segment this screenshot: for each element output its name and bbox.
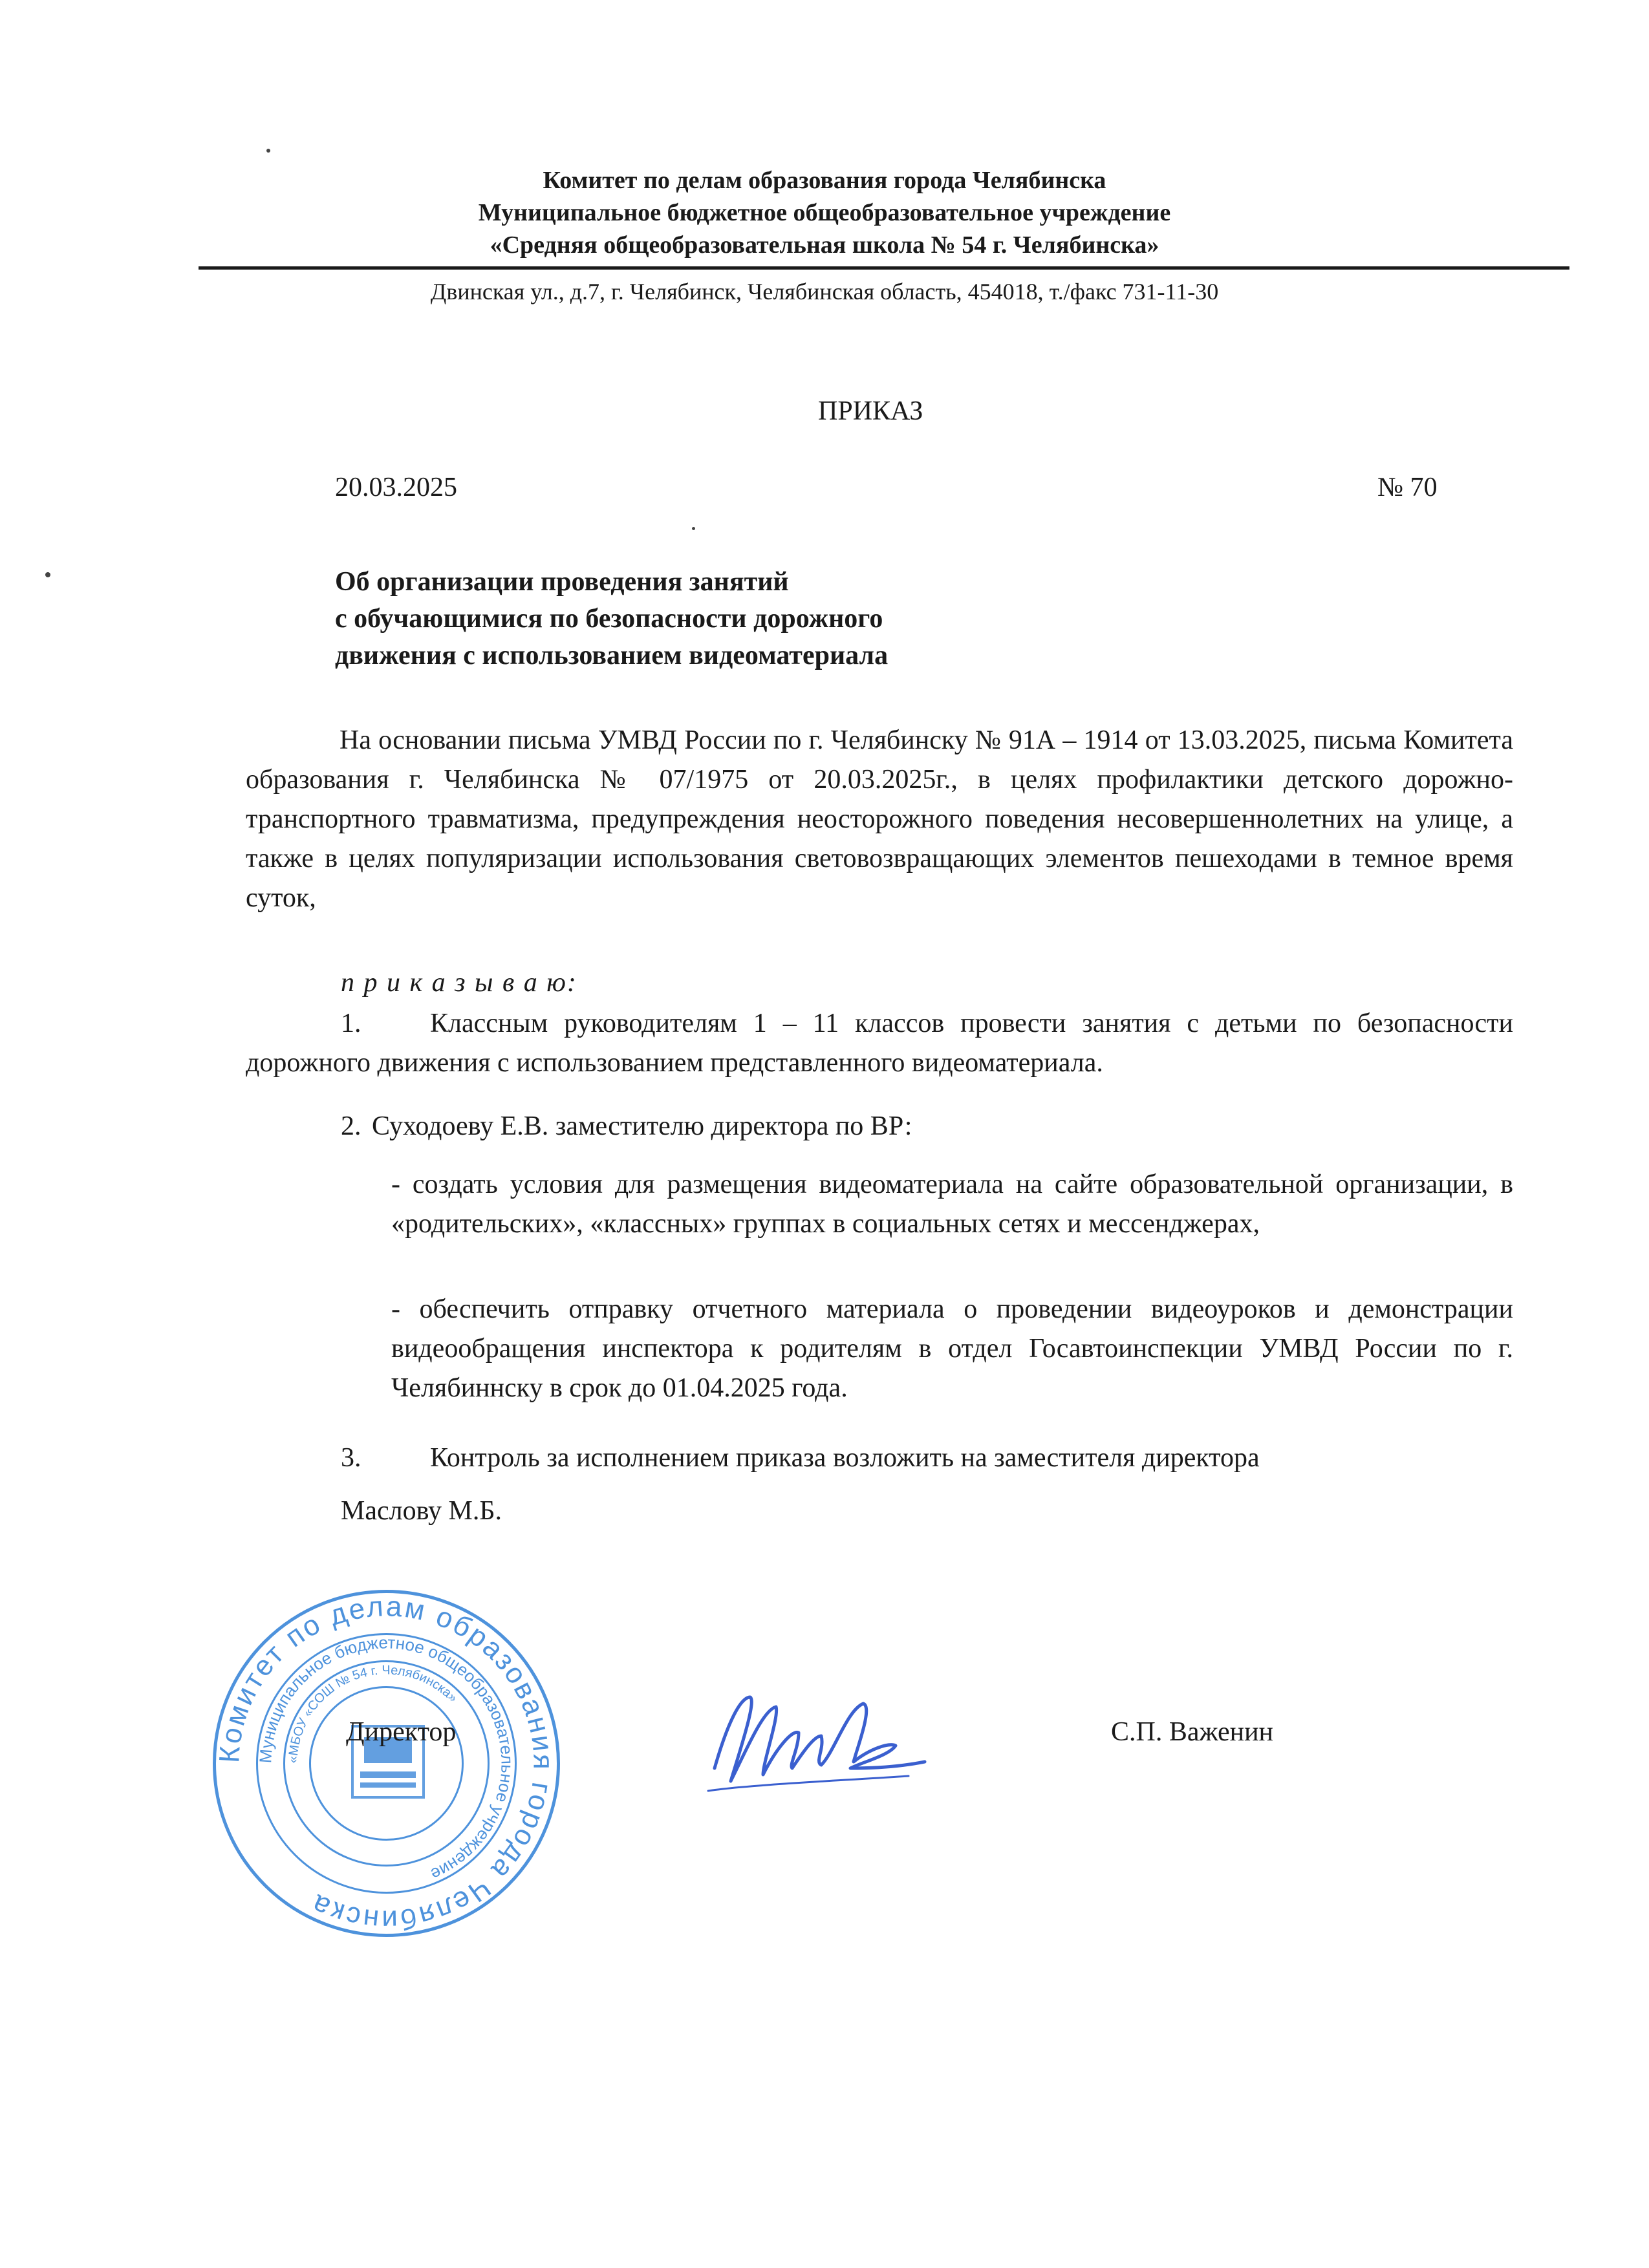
- handwritten-signature: [702, 1671, 934, 1801]
- item3-text: Контроль за исполнением приказа возложить на заместителя директора: [430, 1443, 1260, 1473]
- header-rule: [199, 266, 1569, 270]
- document-subject: Об организации проведения занятий с обучающимися по безопасности дорожного движения с использованием видеоматериала: [335, 567, 889, 670]
- item1-number: 1.: [341, 1009, 361, 1038]
- org-committee: Комитет по делам образования города Челябинска: [543, 167, 1106, 194]
- signature-role: Директор: [346, 1717, 457, 1747]
- item3-number: 3.: [341, 1443, 361, 1473]
- document-number: № 70: [1377, 473, 1438, 502]
- scan-speck: [45, 572, 50, 577]
- org-address: Двинская ул., д.7, г. Челябинск, Челябинская область, 454018, т./факс 731-11-30: [430, 279, 1219, 305]
- item3-continuation: Маслову М.Б.: [341, 1496, 502, 1526]
- document-date: 20.03.2025: [335, 473, 457, 502]
- stamp-inner-text: Муниципальное бюджетное общеобразовательное учреждение: [255, 1632, 517, 1885]
- stamp-outer-text: Комитет по делам образования города Челябинска: [213, 1590, 559, 1936]
- item2-text: Суходоеву Е.В. заместителю директора по ВР:: [372, 1111, 912, 1141]
- item2-number: 2.: [341, 1111, 361, 1141]
- order-word: п р и к а з ы в а ю:: [341, 968, 577, 998]
- document-title: ПРИКАЗ: [818, 396, 923, 426]
- signature-name: С.П. Важенин: [1111, 1717, 1274, 1747]
- scan-speck: [692, 527, 695, 530]
- org-type: Муниципальное бюджетное общеобразовательное учреждение: [478, 199, 1171, 226]
- stamp-core-text: «МБОУ «СОШ № 54 г. Челябинска»: [286, 1663, 460, 1764]
- item2-sub2: - обеспечить отправку отчетного материала о проведении видеоуроков и демонстрации видеообращения инспектора к родителям в отдел Госавтоинспекции УМВД России по г. Челябиннску в срок до 01.04.2025 года.: [391, 1294, 1513, 1403]
- scan-speck: [266, 149, 270, 153]
- org-school: «Средняя общеобразовательная школа № 54 г. Челябинска»: [490, 231, 1159, 259]
- intro-paragraph: На основании письма УМВД России по г. Челябинску № 91А – 1914 от 13.03.2025, письма Комитета образования г. Челябинска № 07/1975 от 20.03.2025г., в целях профилактики детского дорожно-транспортного травматизма, предупреждения неосторожного поведения несовершеннолетних на улице, а также в целях популяризации использования световозвращающих элементов пешеходами в темное время суток,: [246, 725, 1513, 913]
- item1-text: Классным руководителям 1 – 11 классов провести занятия с детьми по безопасности дорожного движения с использованием представленного видеоматериала.: [246, 1009, 1513, 1078]
- item2-sub1: - создать условия для размещения видеоматериала на сайте образовательной организации, в «родительских», «классных» группах в социальных сетях и мессенджерах,: [391, 1170, 1513, 1239]
- official-stamp: [210, 1587, 563, 1940]
